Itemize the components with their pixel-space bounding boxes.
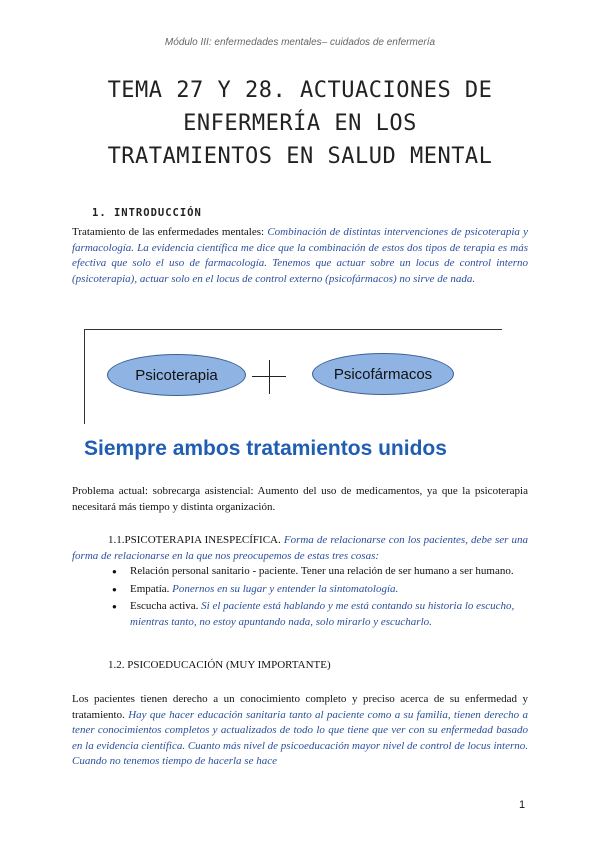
intro-lead: Tratamiento de las enfermedades mentales: (72, 226, 268, 238)
sub2-heading: 1.2. PSICOEDUCACIÓN (MUY IMPORTANTE) (108, 659, 331, 671)
bullet-text: Escucha activa. (130, 600, 202, 612)
intro-paragraph (72, 225, 528, 287)
section-heading-introduccion: 1. INTRODUCCIÓN (92, 207, 202, 219)
psicoeducacion-paragraph (72, 692, 528, 770)
psicoterapia-label: Psicoterapia (135, 366, 218, 384)
intro-note: Combinación de distintas intervenciones de psicoterapia y farmacología. La evidencia científica me dice que la combinación de estos dos tipos de terapia es más efectiva que solo el uso de farmacología. Tenemos que actuar sobre un locus de control interno (psicoterapia), actuar solo en el locus de control externo (psicofármacos) no sirve de nada. (72, 226, 528, 285)
diagram-top-border (84, 329, 502, 330)
psicoeducacion-note: Hay que hacer educación sanitaria tanto al paciente como a su familia, tienen derecho a tener conocimientos completos y actualizados de todo lo que tiene que ver con su enfermedad basado en la evidencia científica. Cuanto más nivel de psicoeducación mayor nivel de control de locus interno. Cuando no tenemos tiempo de hacerla se hace (72, 708, 528, 767)
document-title (60, 74, 540, 173)
diagram-left-border (84, 329, 85, 424)
bullet-note: Si el paciente está hablando y me está contando su historia lo escucho, mientras tanto, no estoy apuntando nada, solo mirarlo y escucharlo. (130, 600, 515, 628)
list-item (130, 599, 528, 630)
bullet-text: Relación personal sanitario - paciente. Tener una relación de ser humano a ser humano. (130, 565, 514, 577)
title-line-1: TEMA 27 Y 28. ACTUACIONES DE (107, 78, 493, 103)
problem-paragraph: Problema actual: sobrecarga asistencial: Aumento del uso de medicamentos, ya que la psicoterapia necesitará más tiempo y distinta organización. (72, 485, 528, 513)
title-line-3: TRATAMIENTOS EN SALUD MENTAL (107, 144, 493, 169)
psicoterapia-oval (107, 354, 246, 396)
bullet-text: Empatía. (130, 582, 173, 595)
psicoterapia-bullet-list (130, 564, 528, 632)
psicofarmacos-label: Psicofármacos (333, 365, 433, 383)
diagram-caption: Siempre ambos tratamientos unidos (84, 437, 447, 460)
page-number: 1 (519, 799, 526, 811)
title-line-2: ENFERMERÍA EN LOS (183, 111, 417, 136)
psicoterapia-inespecifica-paragraph (72, 533, 528, 564)
treatment-diagram (84, 329, 504, 424)
sub1-heading: 1.1.PSICOTERAPIA INESPECÍFICA. (108, 534, 281, 546)
sub1-note: Forma de relacionarse con los pacientes, debe ser una forma de relacionarse en la que nos preocupemos de estas tres cosas: (72, 534, 528, 562)
list-item (130, 582, 528, 598)
psicofarmacos-oval (312, 353, 454, 395)
bullet-note: Ponernos en su lugar y entender la sintomatología. (172, 582, 399, 595)
list-item (130, 564, 528, 580)
page-header: Módulo III: enfermedades mentales– cuidados de enfermería (164, 37, 436, 48)
plus-icon (252, 360, 286, 394)
psicoeducacion-lead: Los pacientes tienen derecho a un conocimiento completo y preciso acerca de su enfermedad y tratamiento. (72, 693, 528, 721)
